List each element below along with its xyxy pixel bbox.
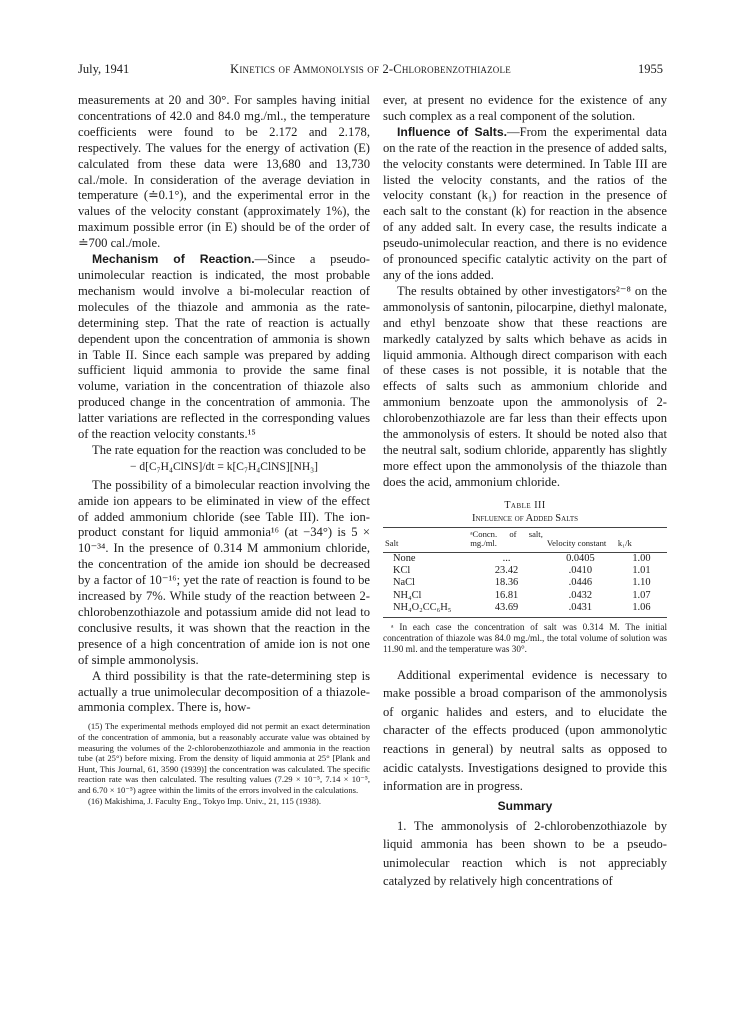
table-row (383, 602, 667, 617)
cell-ratio: 1.01 (632, 565, 651, 577)
table-row (383, 565, 667, 577)
paragraph-influence-of-salts (383, 125, 667, 284)
footnotes (78, 721, 370, 806)
cell-ratio: 1.10 (632, 577, 651, 589)
column-header-ratio: k₁/k (616, 527, 667, 552)
table-iii (383, 499, 667, 656)
cell-salt: NH₄O₂CC₆H₅ (383, 602, 468, 617)
cell-velocity-constant: 0.0405 (566, 552, 595, 564)
cell-salt: KCl (393, 565, 411, 577)
table-caption: Influence of Added Salts (471, 512, 579, 524)
table-footnote: ᵃ In each case the concentration of salt was 0.314 M. The initial concentration of thiazole was 84.0 mg./ml., the total volume of solution was 11.90 ml. and the temperature was 30°. (383, 621, 667, 655)
left-column (78, 93, 370, 806)
footnote-15: (15) The experimental methods employed did not permit an exact determination of the concentration of ammonia, but a reasonably accurate value was obtained by measuring the volumes of the 2-chlorobenzothiazole and ammonia in the reaction tube (at 25°) before mixing. From the density of liquid ammonia at 25° [Plank and Hunt, This Journal, 61, 3590 (1939)] the concentration was calculated. The specific reaction rate was then calculated. The resulting values (7.29 × 10⁻⁵, 7.14 × 10⁻⁵, and 6.70 × 10⁻⁵) agree within the limits of the errors involved in the calculations. (78, 721, 370, 795)
paragraph-other-investigators: The results obtained by other investigators²⁻⁸ on the ammonolysis of santonin, pilocarpine, diethyl malonate, and ethyl benzoate show that these reactions are markedly catalyzed by salts which behave as acids in liquid ammonia. Although direct comparison with each of these cases is not possible, it is notable that the effects of salts such as ammonium chloride and ammonium benzoate upon the ammonolysis of 2-chlorobenzothiazole are far less than their effects upon the ammonolysis of esters. It should be noted also that the neutral salt, sodium chloride, apparently has slightly more effect upon the ammonolysis of the thiazole than does the acid, ammonium chloride. (383, 283, 667, 489)
paragraph-mechanism (78, 252, 370, 443)
cell-velocity-constant: .0446 (568, 577, 593, 589)
mechanism-text: —Since a pseudo-unimolecular reaction is indicated, the most probable mechanism would involve a bi-molecular reaction of molecules of the thiazole and ammonia as the rate-determining step. That the rate of reaction is actually dependent upon the concentration of ammonia is shown in Table II. Since each sample was prepared by adding sufficient liquid ammonia to provide the same final volume, variation in the concentration of thiazole also produced change in the concentration of ammonia. The latter variations are reflected in the corresponding values of the reaction velocity constants.¹⁵ (78, 252, 370, 442)
table-row (383, 577, 667, 589)
paragraph-amide-ion: The possibility of a bimolecular reaction involving the amide ion appears to be eliminated in view of the effect of added ammonium chloride (see Table III). The ion-product constant for liquid ammonia¹⁶ (at −34°) is 5 × 10⁻³⁴. In the presence of 0.314 M ammonium chloride, the concentration of the amide ion should be decreased by a factor of 10⁻¹⁶; yet the rate of reaction is found to be increased by 7%. While study of the reaction between 2-chlorobenzothiazole and potassium amide did not lead to conclusive results, it was shown that the reaction in the presence of a high concentration of amide ion is not one of simple ammonolysis. (78, 477, 370, 667)
paragraph-third-possibility: A third possibility is that the rate-determining step is actually a true unimolecular decomposition of a thiazole-ammonia complex. There is, how- (78, 668, 370, 715)
salts-text: —From the experimental data on the rate of the reaction in the presence of added salts, the velocity constants were determined. In Table III are listed the velocity constants, and the ratios of the velocity constant (k₁) for reaction in the presence of each salt to the constant (k) for reaction in the absence of any added salt. In every case, the results indicate a pseudo-unimolecular reaction, and there is no evidence of pronounced specific catalytic activity on the part of any of the ions added. (383, 124, 667, 282)
paragraph-additional-evidence: Additional experimental evidence is necessary to make possible a broad comparison of the ammonolysis of organic halides and esters, and to elucidate the character of the effects produced (upon ammonolytic reactions in general) by neutral salts as opposed to acidic catalysts. Investigations designed to provide this information are in progress. (383, 667, 667, 794)
cell-velocity-constant: .0431 (545, 602, 616, 617)
running-title: Kinetics of Ammonolysis of 2-Chlorobenzothiazole (230, 62, 511, 76)
page-number: 1955 (638, 62, 663, 76)
paragraph-complex: ever, at present no evidence for the existence of any such complex as a real component of the solution. (383, 93, 667, 123)
cell-concentration: 16.81 (494, 589, 519, 601)
page-header (78, 62, 663, 80)
right-column (383, 93, 667, 891)
cell-velocity-constant: .0410 (568, 565, 593, 577)
column-header-salt: Salt (383, 527, 468, 552)
column-header-velocity-constant: Velocity constant (545, 527, 616, 552)
paragraph-activation-energy: measurements at 20 and 30°. For samples having initial concentrations of 42.0 and 84.0 mg./ml., the temperature coefficients were found to be 2.172 and 2.178, respectively. The values for the energy of activation (E) calculated from these data were 13,680 and 13,730 cal./mole. In consideration of the average deviation in temperature (≐0.1°), and the experimental error in the values of the velocity constant (approximately 1%), the maximum possible error (in E) should be of the order of ≐700 cal./mole. (78, 93, 370, 251)
cell-concentration: 23.42 (494, 565, 519, 577)
table-row (383, 590, 667, 602)
footnote-16: (16) Makishima, J. Faculty Eng., Tokyo Imp. Univ., 21, 115 (1938). (88, 795, 321, 806)
table-header-row (383, 527, 667, 552)
cell-salt: NaCl (393, 577, 415, 589)
rate-equation: − d[C₇H₄ClNS]/dt = k[C₇H₄ClNS][NH₃] (130, 460, 318, 473)
cell-concentration: ... (502, 552, 511, 564)
section-heading-salts: Influence of Salts. (397, 124, 507, 139)
salts-table (383, 527, 667, 618)
cell-concentration: 43.69 (468, 602, 545, 617)
column-header-concentration: ᵃConcn. of salt, mg./ml. (468, 527, 545, 552)
cell-ratio: 1.07 (632, 589, 651, 601)
cell-ratio: 1.06 (616, 602, 667, 617)
summary-heading: Summary (497, 798, 553, 813)
cell-ratio: 1.00 (632, 552, 651, 564)
cell-velocity-constant: .0432 (568, 589, 593, 601)
header-date: July, 1941 (78, 62, 130, 76)
table-title: Table III (504, 499, 546, 511)
cell-salt: NH₄Cl (393, 589, 422, 601)
summary-item-1: 1. The ammonolysis of 2-chlorobenzothiazole by liquid ammonia has been shown to be a pseudo-unimolecular reaction which is not appreciably catalyzed by relatively high concentrations of (383, 818, 667, 889)
cell-salt: None (393, 552, 416, 564)
paragraph-rate-equation-intro: The rate equation for the reaction was concluded to be (92, 442, 366, 457)
section-heading-mechanism: Mechanism of Reaction. (92, 252, 255, 267)
cell-concentration: 18.36 (494, 577, 519, 589)
table-row (383, 552, 667, 565)
